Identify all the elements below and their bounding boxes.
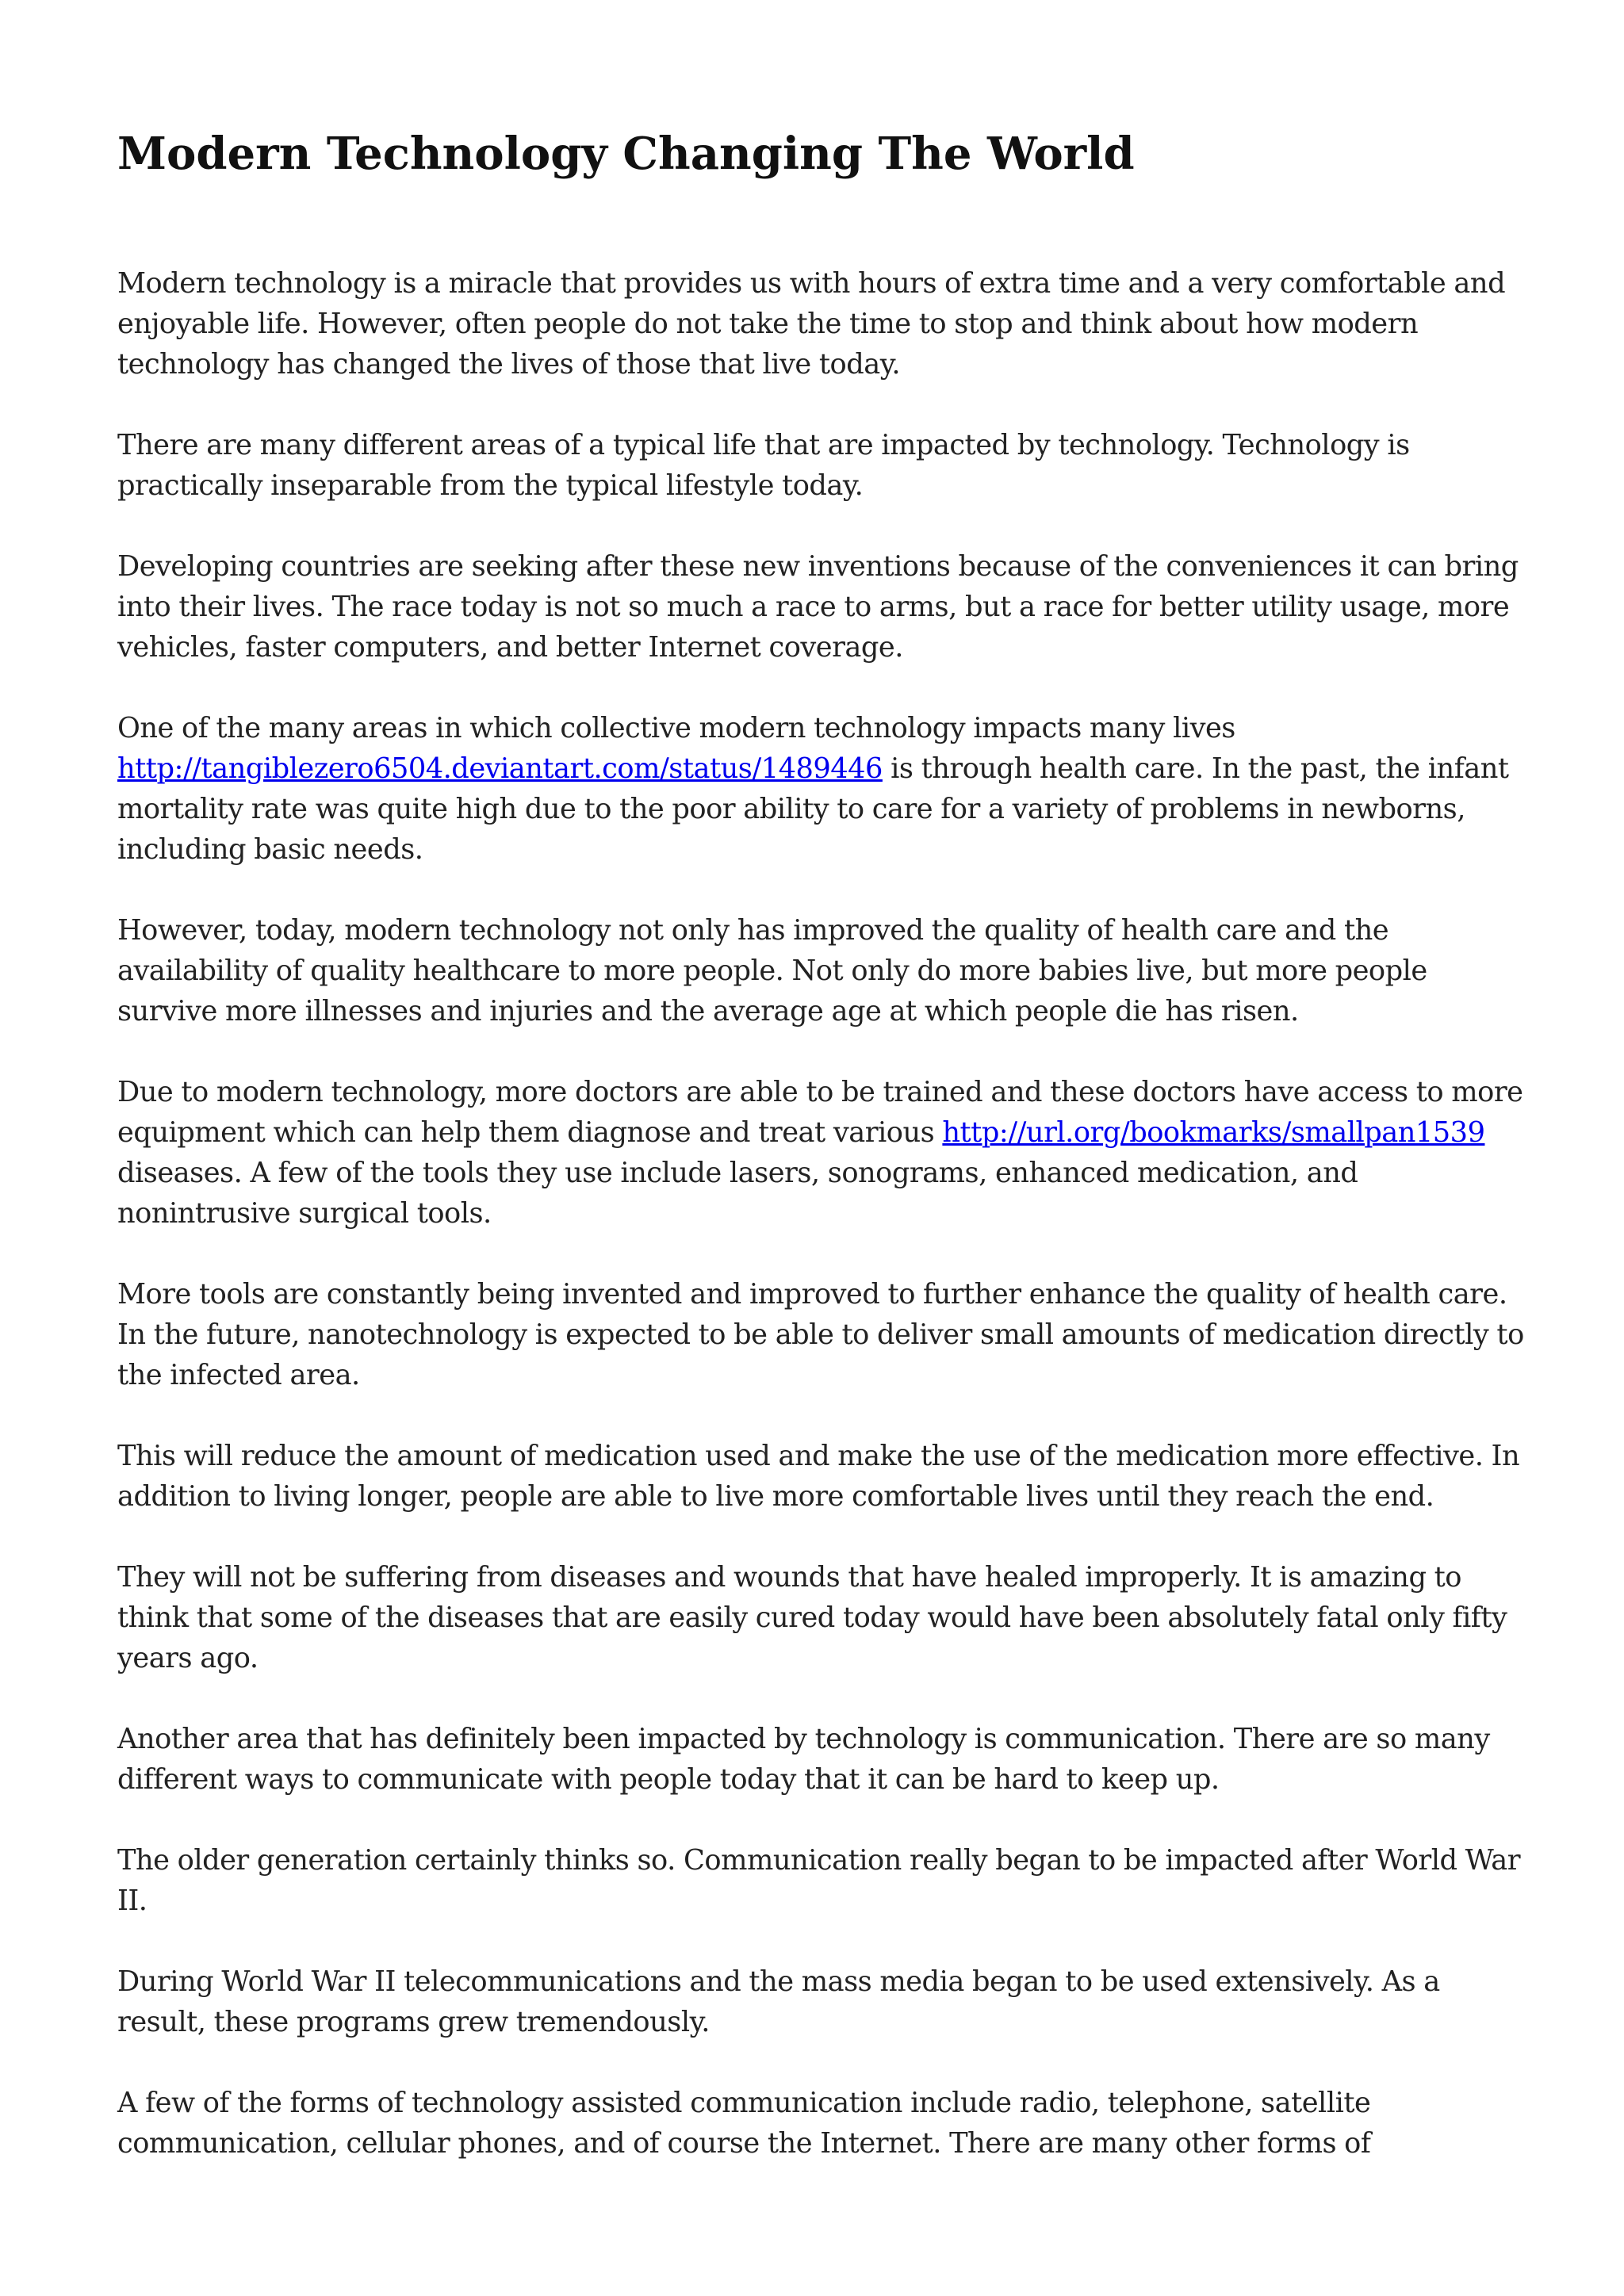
paragraph-10: Another area that has definitely been impacted by technology is communication. There are so many different ways to communicate with people today that it can be hard to keep up. (117, 1723, 1490, 1796)
paragraph-3: Developing countries are seeking after these new inventions because of the conveniences it can bring into their lives. The race today is not so much a race to arms, but a race for better utility usage, more vehicles, faster computers, and better Internet coverage. (117, 550, 1519, 664)
paragraph-8: This will reduce the amount of medication used and make the use of the medication more effective. In addition to living longer, people are able to live more comfortable lives until they reach the end. (117, 1440, 1520, 1513)
paragraph-1: Modern technology is a miracle that provides us with hours of extra time and a very comfortable and enjoyable life. However, often people do not take the time to stop and think about how modern technology has changed the lives of those that live today. (117, 267, 1506, 381)
paragraph-2: There are many different areas of a typical life that are impacted by technology. Technology is practically inseparable from the typical lifestyle today. (117, 429, 1410, 502)
paragraph-6-text-after: diseases. A few of the tools they use include lasers, sonograms, enhanced medication, and nonintrusive surgical tools. (117, 1157, 1358, 1230)
url-org-bookmarks-link[interactable]: http://url.org/bookmarks/smallpan1539 (942, 1116, 1485, 1149)
paragraph-13: A few of the forms of technology assisted communication include radio, telephone, satellite communication, cellular phones, and of course the Internet. There are many other forms of (117, 2087, 1371, 2160)
paragraph-4 (117, 708, 1529, 870)
page-title: Modern Technology Changing The World (117, 128, 1135, 180)
paragraph-5: However, today, modern technology not only has improved the quality of health care and the availability of quality healthcare to more people. Not only do more babies live, but more people survive more illnesses and injuries and the average age at which people die has risen. (117, 914, 1427, 1027)
paragraph-9: They will not be suffering from diseases and wounds that have healed improperly. It is amazing to think that some of the diseases that are easily cured today would have been absolutely fatal only fifty years ago. (117, 1561, 1507, 1674)
paragraph-11: The older generation certainly thinks so. Communication really began to be impacted after World War II. (117, 1844, 1521, 1917)
paragraph-6-text-before: Due to modern technology, more doctors are able to be trained and these doctors have access to more equipment which can help them diagnose and treat various (117, 1076, 1523, 1149)
document-page (117, 121, 1529, 2204)
article-body (117, 263, 1529, 2164)
paragraph-6 (117, 1072, 1529, 1234)
paragraph-7: More tools are constantly being invented and improved to further enhance the quality of health care. In the future, nanotechnology is expected to be able to deliver small amounts of medication directly to the infected area. (117, 1278, 1524, 1391)
deviantart-link[interactable]: http://tangiblezero6504.deviantart.com/status/1489446 (117, 752, 883, 785)
paragraph-4-text-after: is through health care. In the past, the infant mortality rate was quite high due to the poor ability to care for a variety of problems in newborns, including basic needs. (117, 752, 1509, 866)
paragraph-4-text-before: One of the many areas in which collective modern technology impacts many lives (117, 712, 1235, 744)
paragraph-12: During World War II telecommunications and the mass media began to be used extensively. As a result, these programs grew tremendously. (117, 1965, 1440, 2038)
